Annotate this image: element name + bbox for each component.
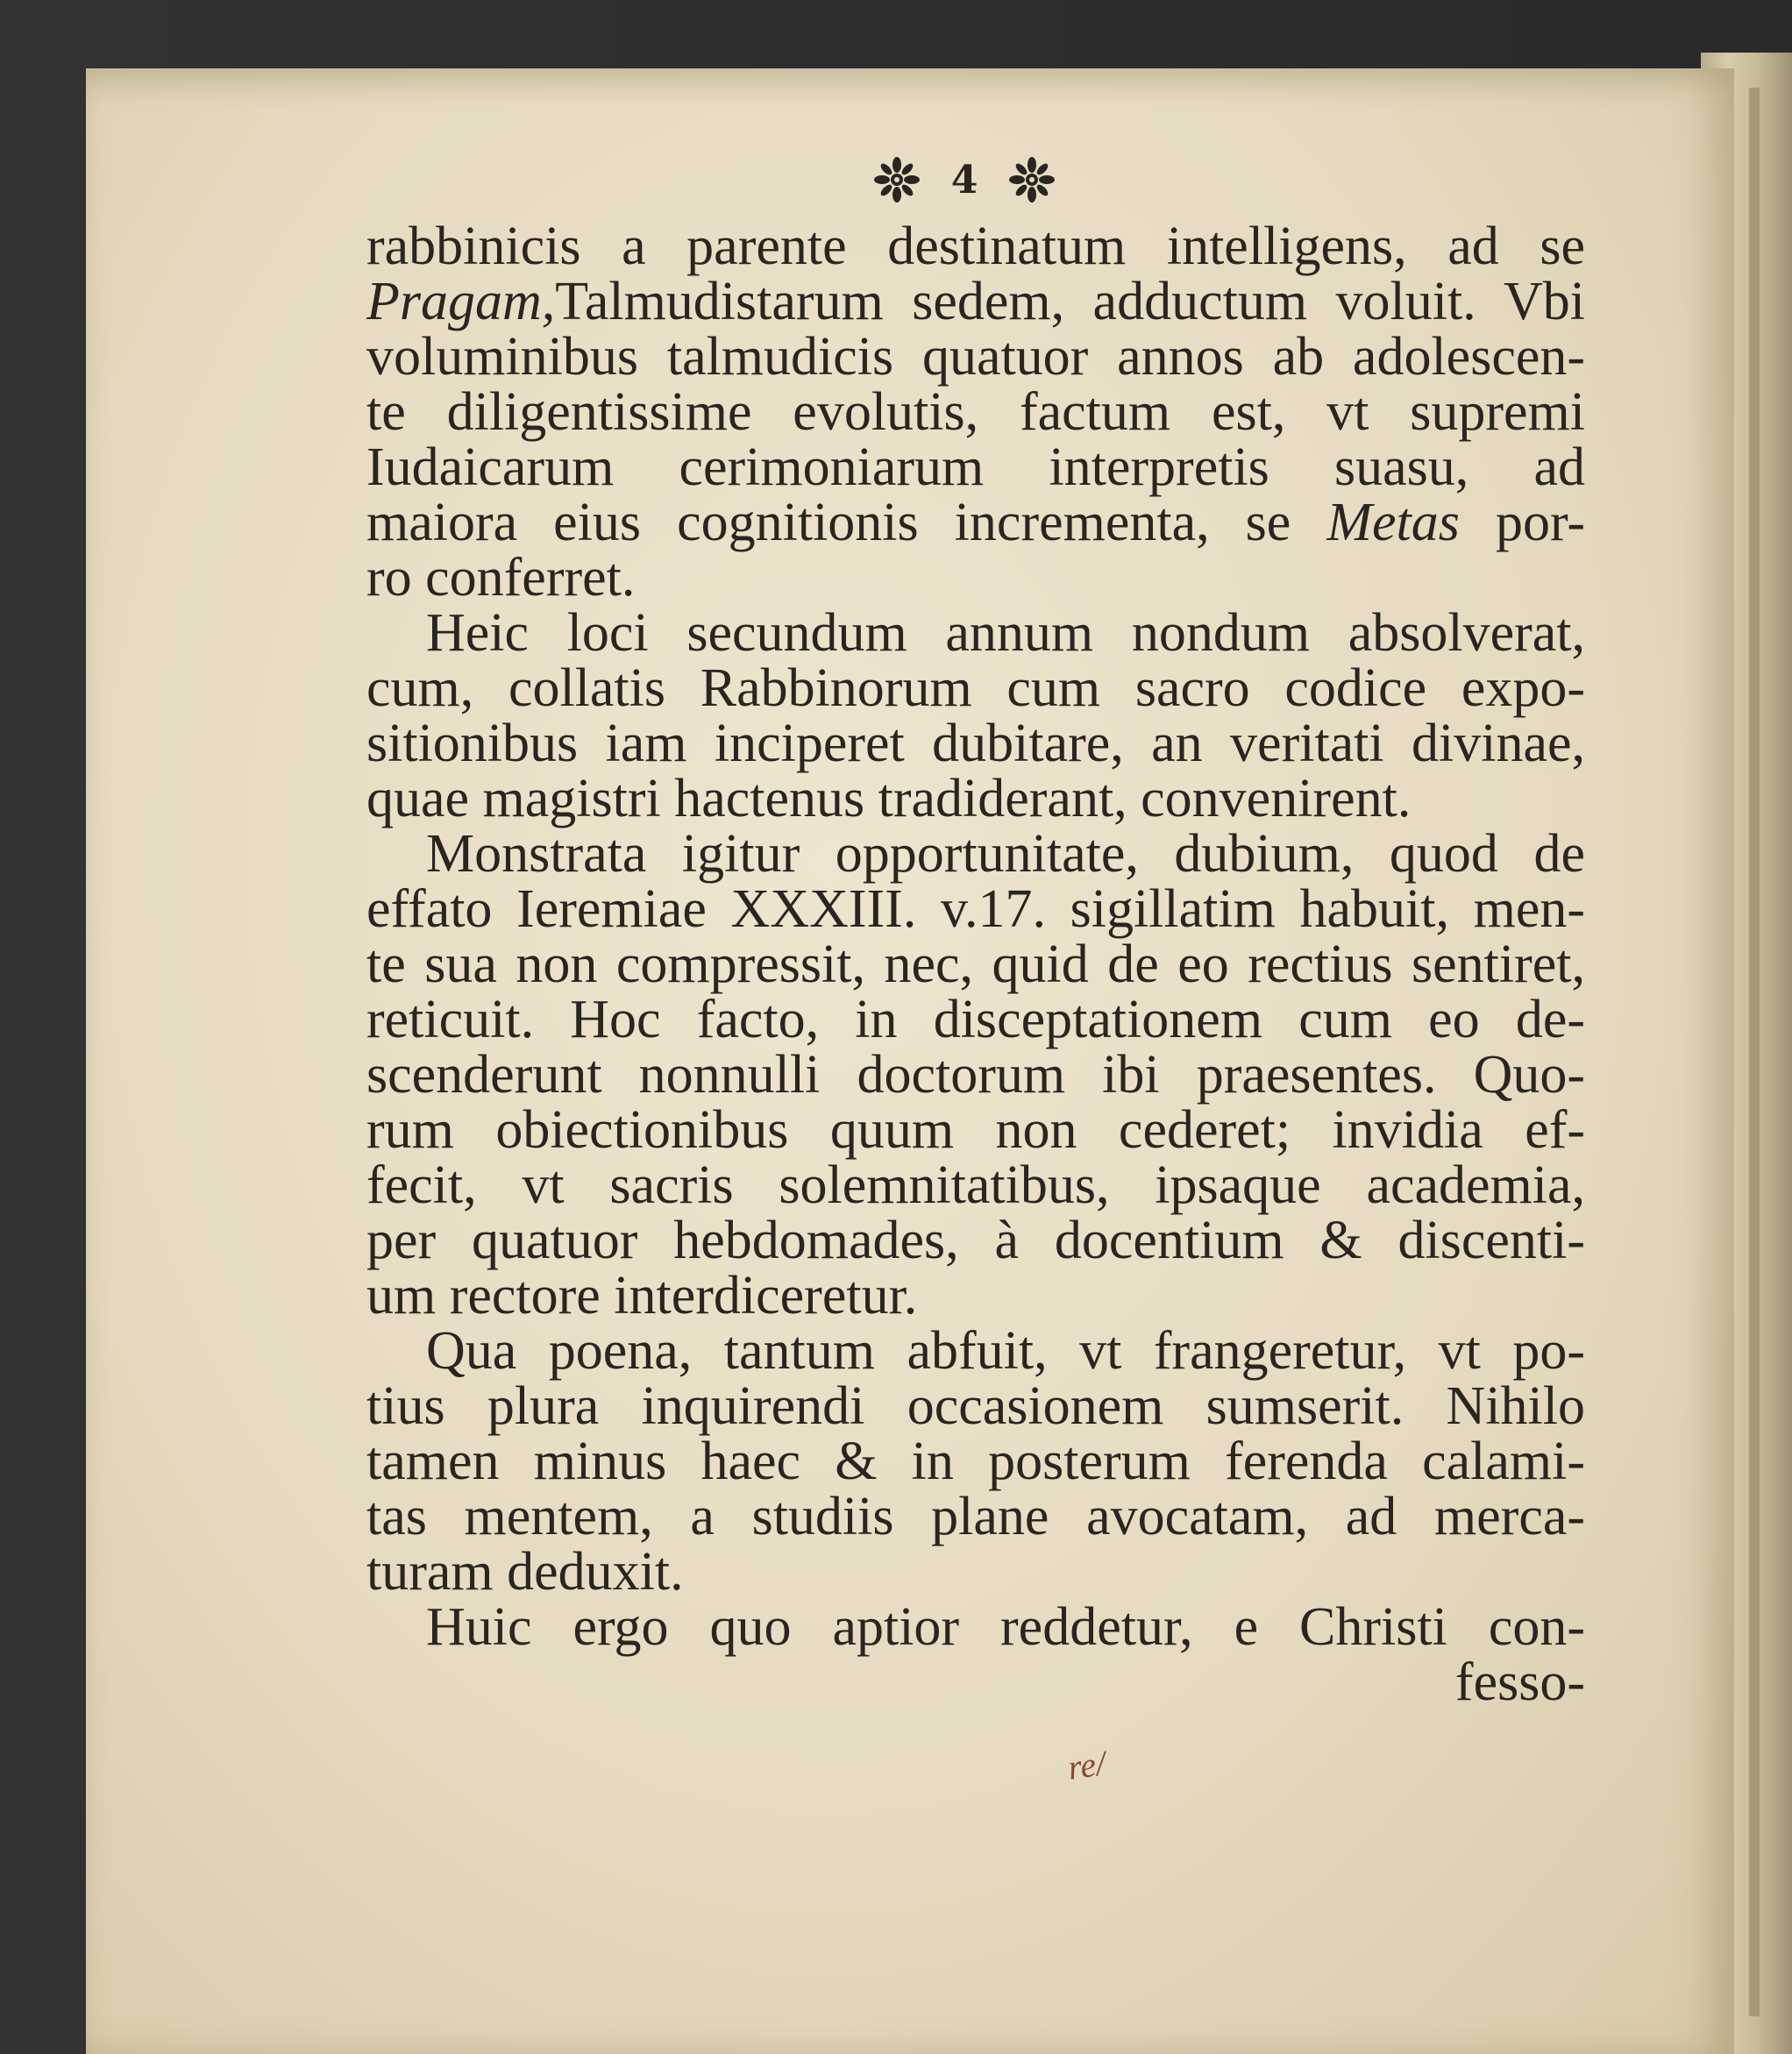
text-line: quae magistri hactenus tradiderant, convenirent. (366, 769, 1412, 828)
text-line: um rectore interdiceretur. (366, 1266, 918, 1326)
floral-ornament-icon (1009, 157, 1055, 203)
text-line: te diligentissime evolutis, factum est, vt supremi (366, 382, 1585, 442)
text-line: tas mentem, a studiis plane avocatam, ad merca- (366, 1487, 1585, 1546)
place-name-italic: Pragam, (366, 272, 556, 331)
text-line: ro conferret. (366, 548, 636, 608)
text-run: maiora eius cognitionis incrementa, se (366, 493, 1327, 552)
text-line: turam deduxit. (366, 1542, 684, 1602)
text-line: Qua poena, tantum abfuit, vt frangeretur, vt po- (426, 1321, 1585, 1381)
text-line: fecit, vt sacris solemnitatibus, ipsaque academia, (366, 1155, 1585, 1215)
text-line: sitionibus iam inciperet dubitare, an veritati divinae, (366, 714, 1585, 773)
text-line: Iudaicarum cerimoniarum interpretis suasu, ad (366, 437, 1585, 497)
book-spine-strip (1749, 88, 1760, 2016)
text-line: Heic loci secundum annum nondum absolverat, (426, 603, 1585, 663)
text-line: per quatuor hebdomades, à docentium & discenti- (366, 1211, 1585, 1270)
text-run: Talmudistarum sedem, adductum voluit. Vbi (555, 272, 1585, 331)
text-line: effato Ieremiae XXXIII. v.17. sigillatim habuit, men- (366, 879, 1585, 939)
text-line: scenderunt nonnulli doctorum ibi praesentes. Quo- (366, 1045, 1585, 1105)
page-header (833, 149, 1096, 210)
text-line (366, 495, 1585, 551)
text-line: te sua non compressit, nec, quid de eo rectius sentiret, (366, 935, 1585, 994)
handwritten-correction: re/ (1065, 1743, 1108, 1787)
page-number: 4 (950, 157, 978, 203)
text-run: por- (1459, 493, 1585, 552)
text-line: tamen minus haec & in posterum ferenda calami- (366, 1432, 1585, 1491)
floral-ornament-icon (874, 157, 920, 203)
place-name-italic: Metas (1326, 493, 1460, 552)
text-line: Monstrata igitur opportunitate, dubium, quod de (426, 824, 1585, 884)
text-line: cum, collatis Rabbinorum cum sacro codice expo- (366, 658, 1585, 718)
body-text (366, 219, 1585, 1710)
text-line: reticuit. Hoc facto, in disceptationem cum eo de- (366, 990, 1585, 1049)
text-line: rabbinicis a parente destinatum intelligens, ad se (366, 217, 1585, 276)
text-line: voluminibus talmudicis quatuor annos ab adolescen- (366, 327, 1585, 387)
text-line: rum obiectionibus quum non cederet; invidia ef- (366, 1100, 1585, 1160)
text-line: tius plura inquirendi occasionem sumserit. Nihilo (366, 1376, 1585, 1436)
catchword: fesso- (1454, 1652, 1585, 1712)
text-line (366, 274, 1585, 330)
text-line: Huic ergo quo aptior reddetur, e Christi con- (426, 1597, 1585, 1657)
